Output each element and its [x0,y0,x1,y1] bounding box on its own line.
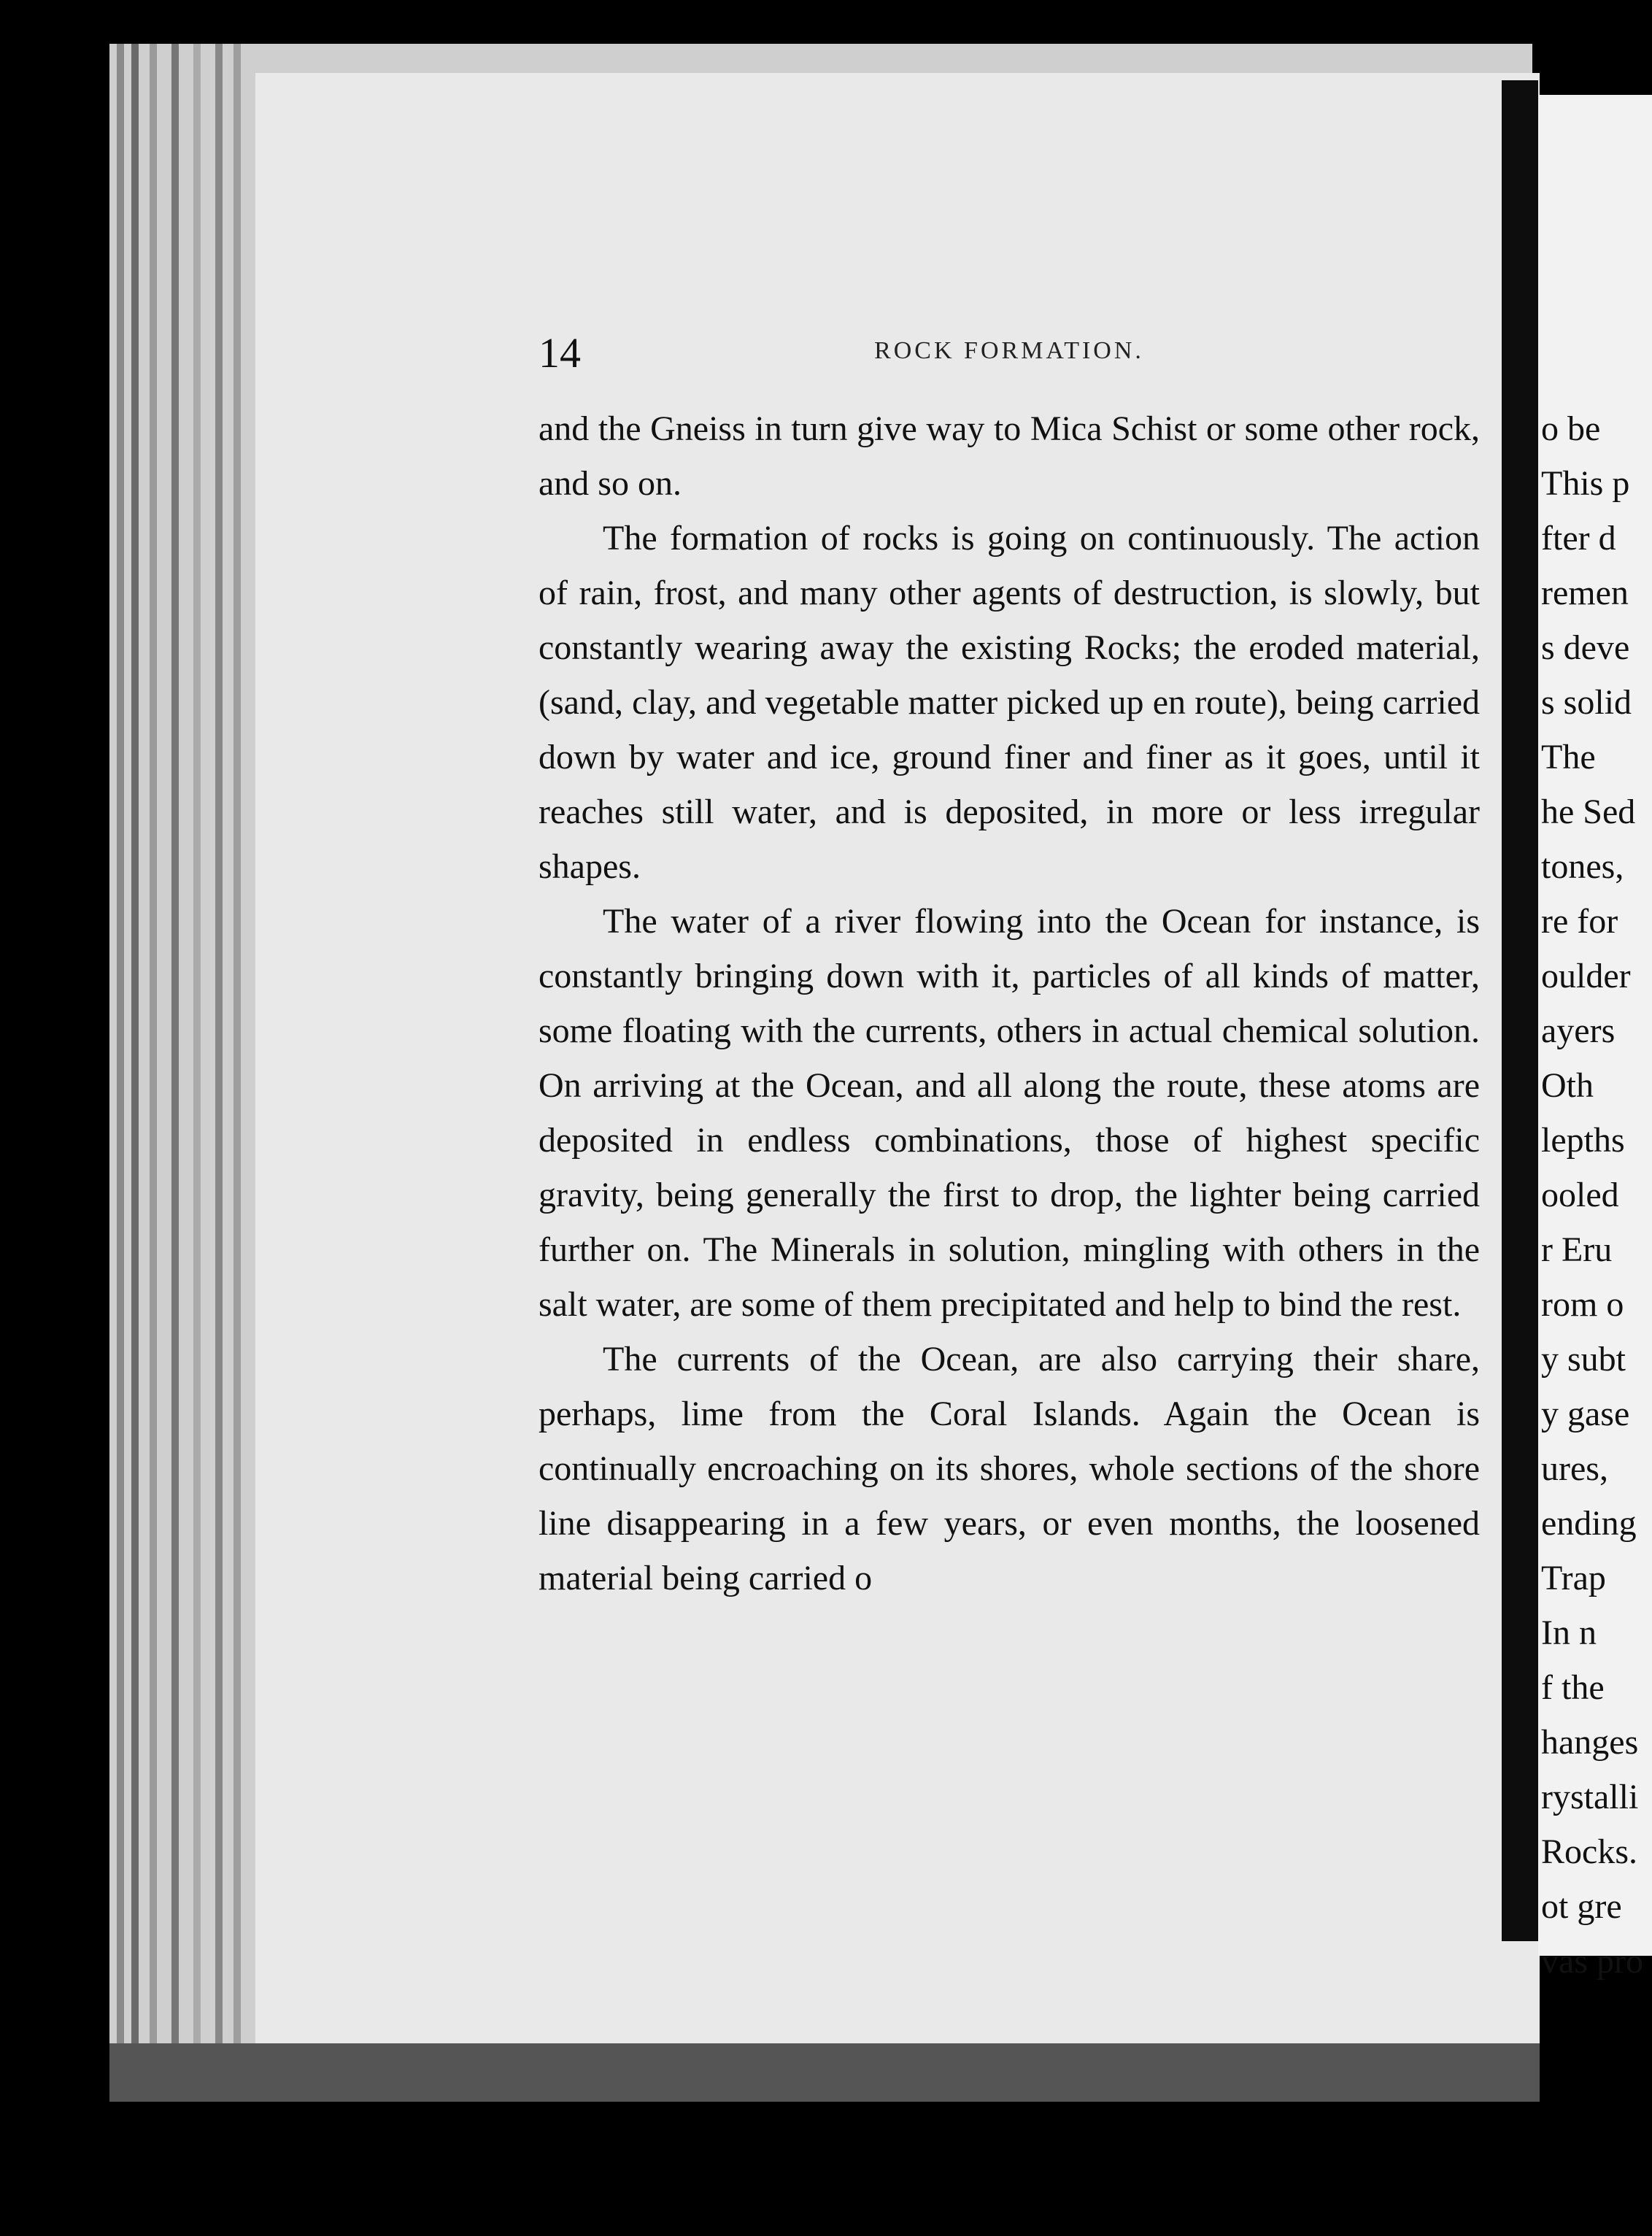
page-edge-line [215,44,223,2080]
text-fragment: r Eru [1541,1230,1613,1269]
text-fragment: Oth [1541,1066,1594,1105]
page-edge-line [193,44,201,2080]
text-fragment: Rocks. [1541,1832,1637,1871]
page-header [539,328,1480,379]
page-edge-line [131,44,139,2080]
text-fragment: ures, [1541,1449,1608,1488]
text-fragment: rystalli [1541,1778,1639,1816]
text-fragment: fter d [1541,519,1616,558]
text-fragment: hanges [1541,1723,1639,1762]
paragraph: and the Gneiss in turn give way to Mica Schist or some other rock, and so on. [539,409,1480,503]
page-number: 14 [539,329,581,377]
text-fragment: remen [1541,574,1629,612]
text-fragment: Trap [1541,1559,1606,1597]
text-fragment: The [1541,738,1596,776]
text-fragment: tones, [1541,847,1624,886]
text-fragment: s deve [1541,628,1630,667]
paragraph: The currents of the Ocean, are also carrying their share, perhaps, lime from the Coral Islands. Again the Ocean is continually encroaching on its shores, whole sections of the shore line disappearing in a few years, or even months, the loosened material being carried o [539,1340,1480,1597]
page-edge-line [233,44,241,2080]
running-head: ROCK FORMATION. [874,337,1144,364]
page-edge-line [150,44,157,2080]
text-fragment: s solid [1541,683,1632,722]
text-fragment: ending [1541,1504,1637,1543]
text-fragment: vas pro [1541,1942,1643,1981]
text-fragment: y gase [1541,1395,1630,1433]
text-fragment: f the [1541,1668,1605,1707]
paragraph: The formation of rocks is going on continuously. The action of rain, frost, and many other agents of destruction, is slowly, but constantly wearing away the existing Rocks; the eroded material, (sand, clay, and vegetable matter picked up en route), being carried down by water and ice, ground finer and finer as it goes, until it reaches still water, and is deposited, in more or less irregular shapes. [539,519,1480,886]
book-bottom-shadow [109,2043,1540,2102]
text-fragment: ayers [1541,1011,1616,1050]
text-fragment: ot gre [1541,1887,1622,1926]
text-fragment: oulder [1541,957,1631,995]
text-fragment: re for [1541,902,1618,941]
text-fragment: he Sed [1541,793,1636,831]
paragraph: The water of a river flowing into the Ocean for instance, is constantly bringing down with it, particles of all kinds of matter, some floating with the currents, others in actual chemical solution. On arriving at the Ocean, and all along the route, these atoms are deposited in endless combinations, those of highest specific gravity, being generally the first to drop, the lighter being carried further on. The Minerals in solution, mingling with others in the salt water, are some of them precipitated and help to bind the rest. [539,902,1480,1324]
text-fragment: ooled [1541,1176,1619,1214]
page-edge-line [171,44,179,2080]
right-page-text-fragments [1538,401,1652,1989]
body-text [539,401,1480,1605]
book-gutter [1502,80,1538,1941]
text-fragment: This p [1541,464,1630,503]
text-fragment: rom o [1541,1285,1624,1324]
text-fragment: y subt [1541,1340,1626,1379]
text-fragment: o be [1541,409,1601,448]
page-edge-line [117,44,124,2080]
text-fragment: In n [1541,1614,1597,1652]
text-fragment: lepths [1541,1121,1625,1160]
